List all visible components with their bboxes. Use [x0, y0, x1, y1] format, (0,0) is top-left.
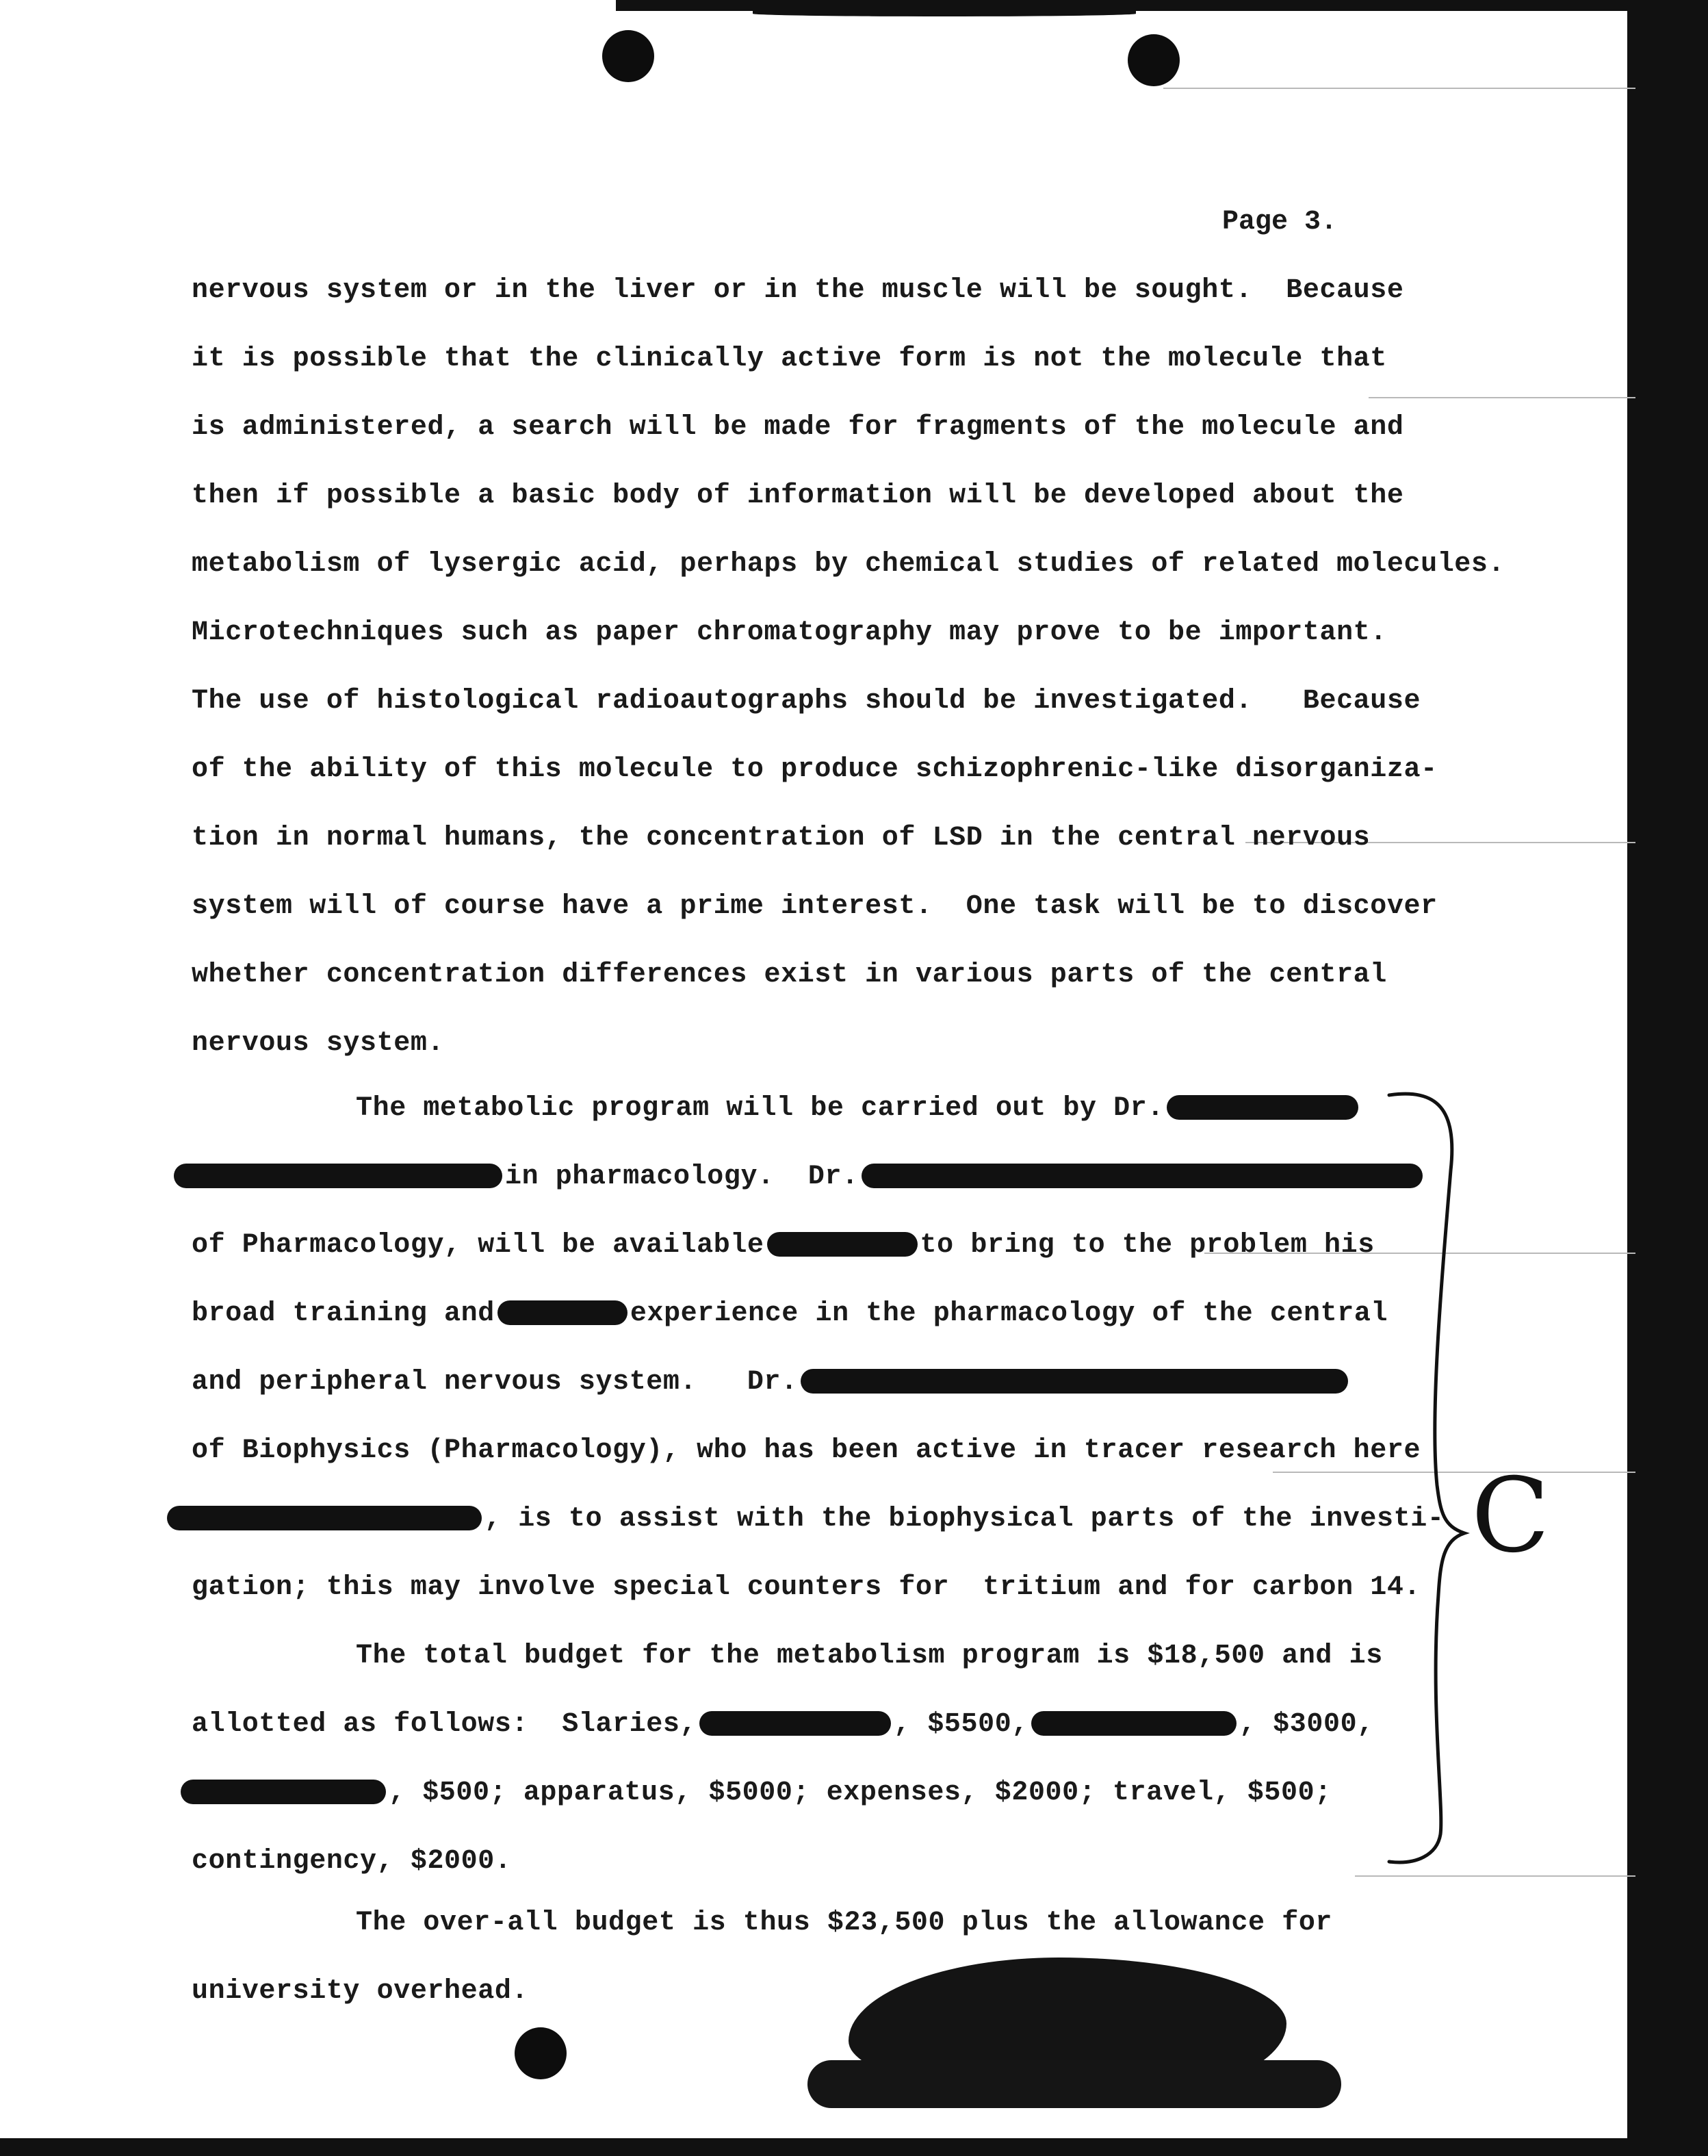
- scan-edge-bottom: [0, 2138, 1708, 2156]
- ruled-line: [1355, 1875, 1635, 1877]
- metabolic-text: The metabolic program will be carried out by Dr.: [356, 1093, 1164, 1124]
- body-line: it is possible that the clinically active form is not the molecule that: [192, 344, 1387, 374]
- metabolic-text: to bring to the problem his: [920, 1230, 1375, 1261]
- body-line: Microtechniques such as paper chromatography may prove to be important.: [192, 617, 1387, 648]
- redaction-bar: [174, 1164, 502, 1188]
- redaction-bar: [862, 1164, 1423, 1188]
- metabolic-line-5: [192, 1365, 1351, 1400]
- redaction-bar: [699, 1711, 891, 1736]
- body-line: of the ability of this molecule to produce schizophrenic-like disorganiza-: [192, 754, 1438, 785]
- body-line: is administered, a search will be made for fragments of the molecule and: [192, 412, 1404, 443]
- metabolic-text: broad training and: [192, 1298, 495, 1329]
- budget-text: allotted as follows: Slaries,: [192, 1709, 697, 1740]
- budget-text: , $3000,: [1239, 1709, 1374, 1740]
- ruled-line: [1163, 88, 1635, 89]
- metabolic-text: experience in the pharmacology of the central: [630, 1298, 1388, 1329]
- metabolic-line-2: [171, 1160, 1425, 1194]
- budget-text: , $5500,: [894, 1709, 1028, 1740]
- metabolic-line-7: [164, 1502, 1444, 1537]
- body-line: nervous system.: [192, 1028, 445, 1059]
- redaction-bar: [1167, 1095, 1358, 1120]
- metabolic-line-8: gation; this may involve special counters for tritium and for carbon 14.: [192, 1572, 1421, 1603]
- overall-line-1: The over-all budget is thus $23,500 plus the allowance for: [356, 1908, 1333, 1938]
- metabolic-line-3: [192, 1229, 1375, 1263]
- body-line: system will of course have a prime interest. One task will be to discover: [192, 891, 1438, 922]
- body-line: nervous system or in the liver or in the muscle will be sought. Because: [192, 275, 1404, 306]
- metabolic-text: and peripheral nervous system. Dr.: [192, 1367, 798, 1398]
- budget-line-4: contingency, $2000.: [192, 1846, 512, 1877]
- overall-line-2: university overhead.: [192, 1976, 529, 2007]
- metabolic-line-4: [192, 1297, 1388, 1331]
- ruled-line: [1369, 397, 1635, 398]
- budget-line-2: [192, 1708, 1374, 1742]
- budget-line-1: The total budget for the metabolism program is $18,500 and is: [356, 1641, 1383, 1671]
- budget-line-3: [178, 1776, 1332, 1810]
- metabolic-text: of Pharmacology, will be available: [192, 1230, 764, 1261]
- body-line: The use of histological radioautographs should be investigated. Because: [192, 686, 1421, 717]
- body-line: metabolism of lysergic acid, perhaps by chemical studies of related molecules.: [192, 549, 1505, 580]
- margin-mark: C: [1471, 1456, 1550, 1576]
- body-line: tion in normal humans, the concentration of LSD in the central nervous: [192, 823, 1371, 854]
- redaction-bar: [181, 1780, 386, 1804]
- body-line: then if possible a basic body of information will be developed about the: [192, 480, 1404, 511]
- redaction-bar: [767, 1232, 918, 1257]
- scan-edge-right: [1627, 0, 1708, 2156]
- redaction-blob-base: [807, 2060, 1341, 2108]
- punch-hole-top-right: [1128, 34, 1180, 86]
- redaction-bar: [1031, 1711, 1237, 1736]
- budget-text: , $500; apparatus, $5000; expenses, $2000; travel, $500;: [389, 1778, 1332, 1808]
- redaction-bar: [801, 1369, 1348, 1394]
- metabolic-text: in pharmacology. Dr.: [505, 1162, 859, 1192]
- body-line: whether concentration differences exist in various parts of the central: [192, 960, 1387, 990]
- punch-hole-top-left: [602, 30, 654, 82]
- punch-hole-bottom: [515, 2027, 567, 2079]
- metabolic-line-6: of Biophysics (Pharmacology), who has been active in tracer research here: [192, 1435, 1421, 1466]
- metabolic-text: , is to assist with the biophysical parts of the investi-: [484, 1504, 1445, 1535]
- scan-edge-top-shadow: [753, 11, 1136, 16]
- page-number: Page 3.: [1222, 207, 1338, 238]
- metabolic-line-1: [356, 1092, 1361, 1126]
- redaction-bar: [497, 1300, 627, 1325]
- scan-edge-top: [616, 0, 1708, 11]
- redaction-bar: [167, 1506, 482, 1530]
